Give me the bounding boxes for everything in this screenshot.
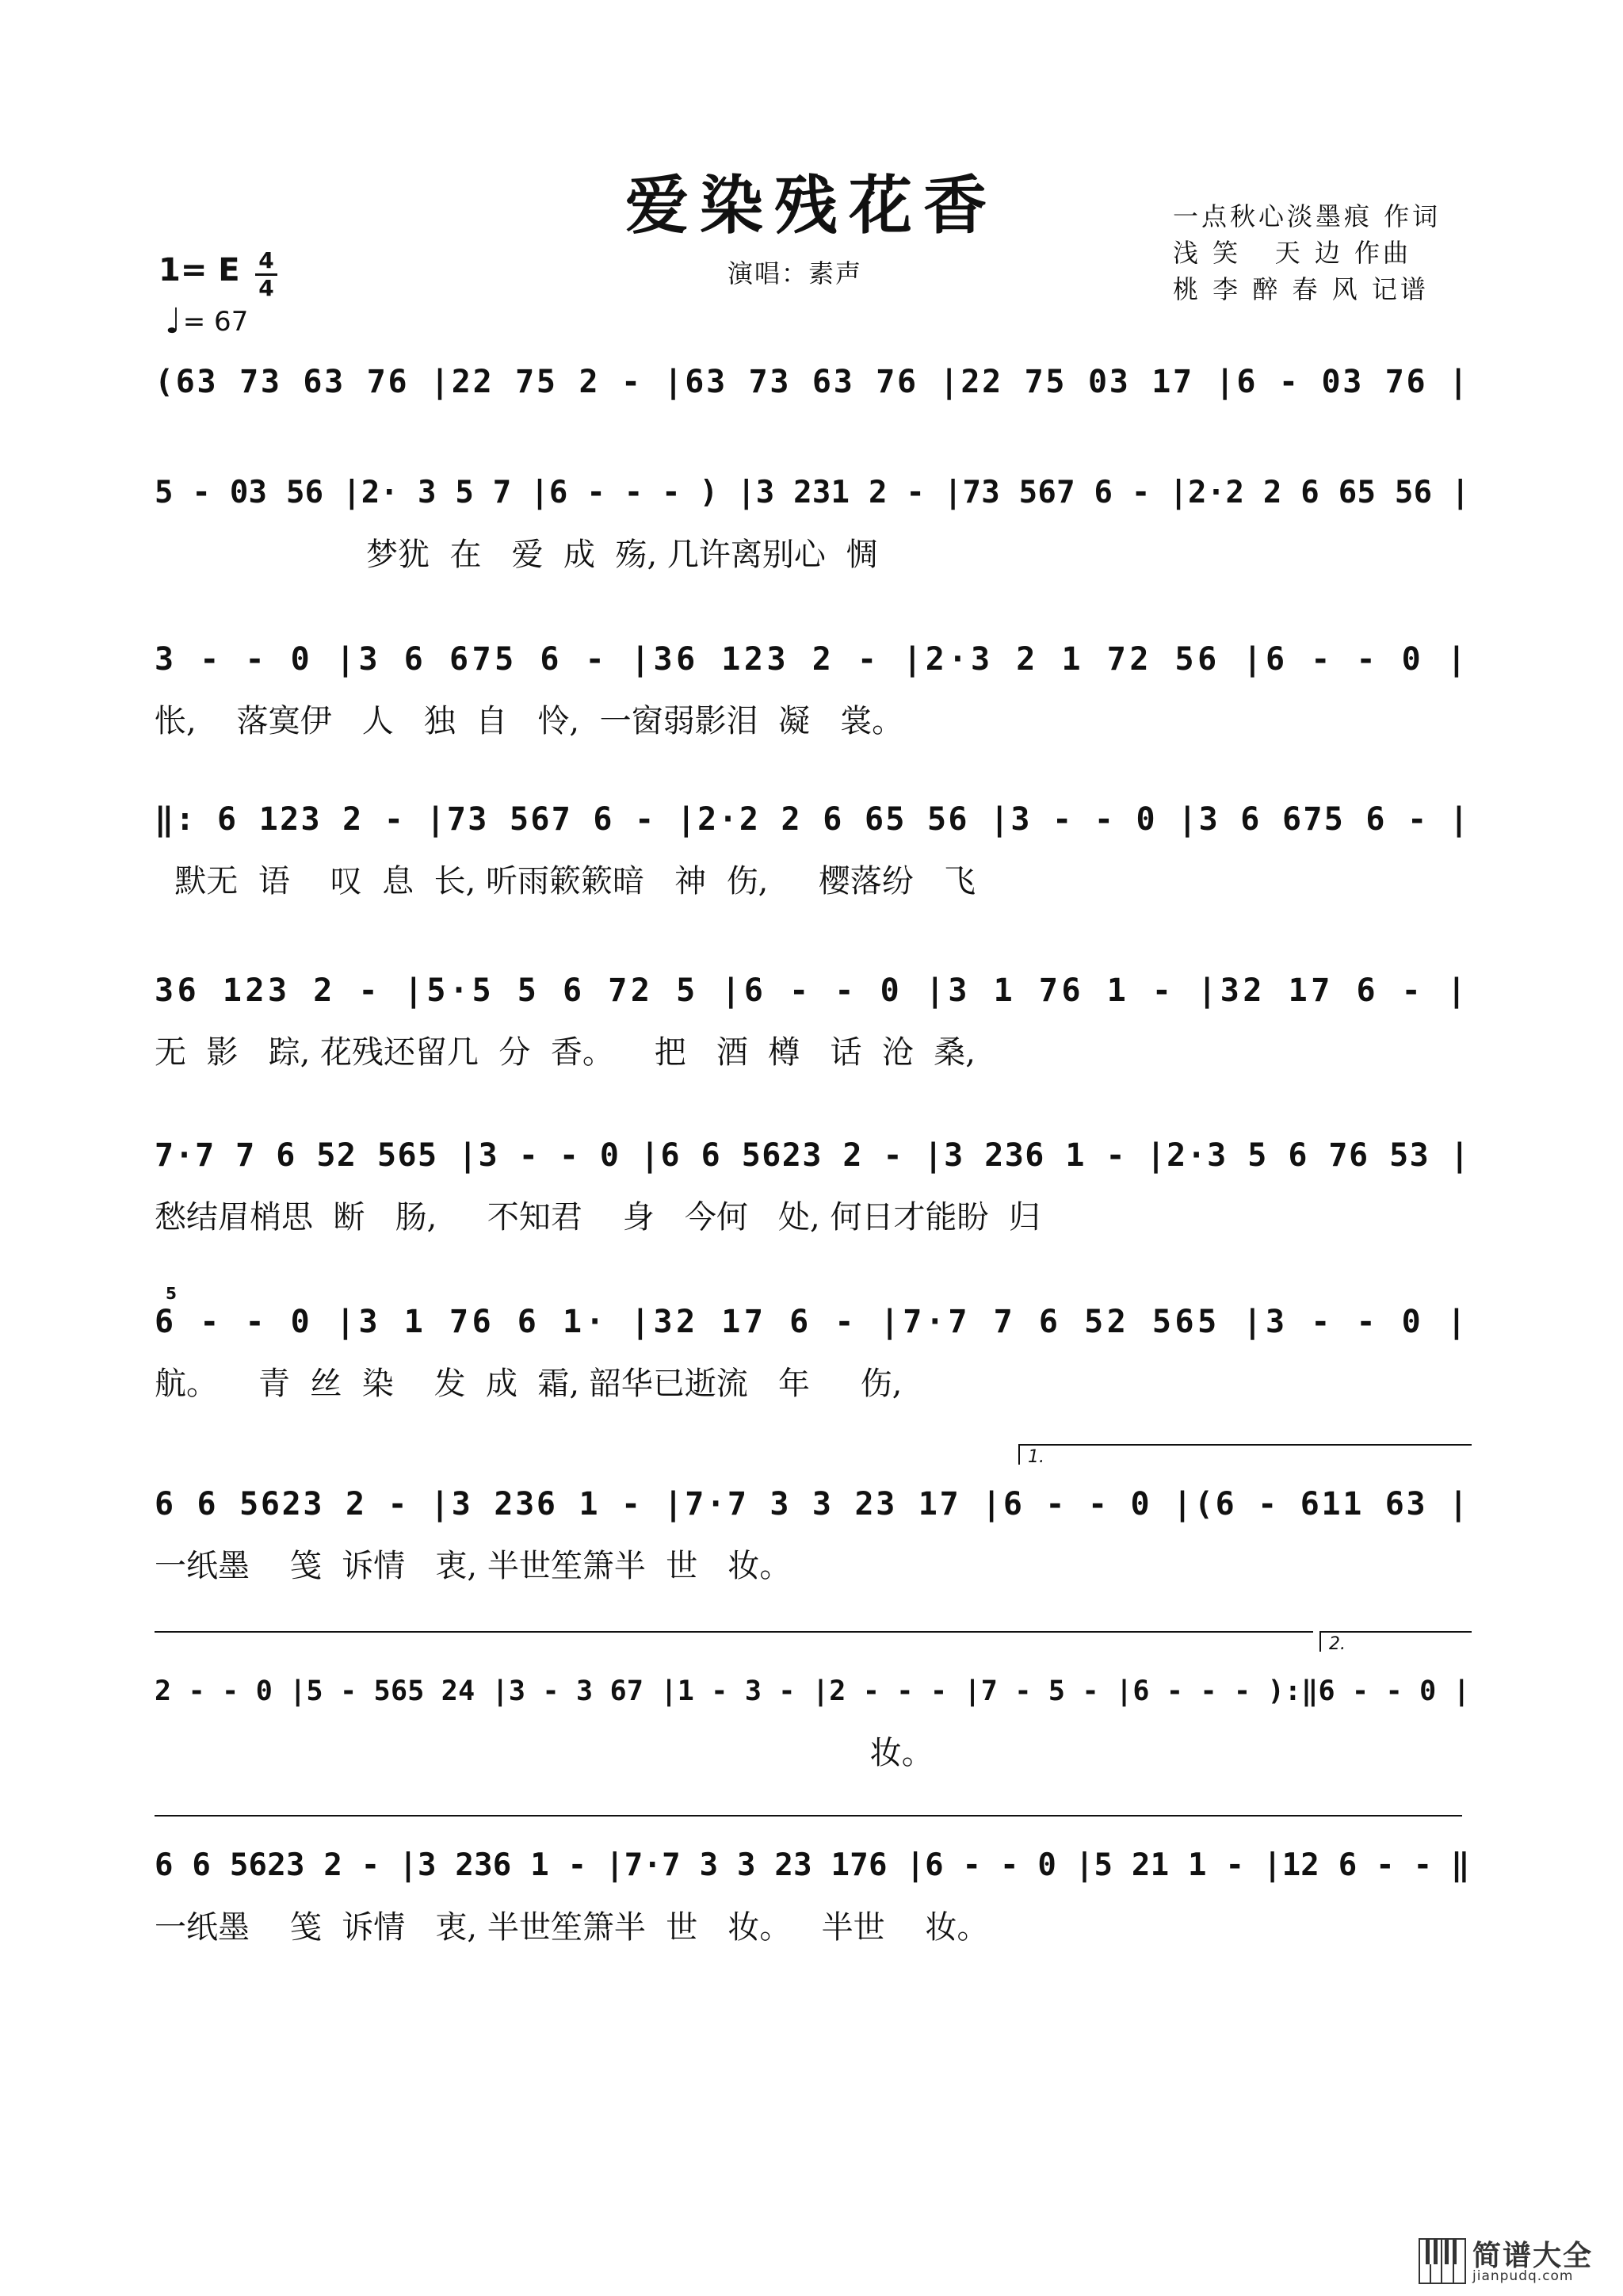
second-ending-label: 2. bbox=[1329, 1634, 1346, 1654]
score-system-2 bbox=[155, 464, 1470, 599]
site-logo bbox=[1419, 2233, 1617, 2289]
second-ending-bracket bbox=[1319, 1631, 1472, 1652]
notation-line: 36 123 2 - |5·5 5 6 72 5 |6 - - 0 |3 1 76 1 - |32 17 6 - | bbox=[155, 972, 1470, 1009]
first-ending-label: 1. bbox=[1028, 1447, 1044, 1467]
lyrics-line: 怅, 落寞伊 人 独 自 怜, 一窗弱影泪 凝 裳。 bbox=[155, 703, 904, 739]
notation-line: 6 - - 0 |3 1 76 6 1· |32 17 6 - |7·7 7 6 52 565 |3 - - 0 | bbox=[155, 1304, 1470, 1340]
notation-line: ‖: 6 123 2 - |73 567 6 - |2·2 2 6 65 56 |3 - - 0 |3 6 675 6 - | bbox=[155, 801, 1471, 838]
logo-url: jianpudq.com bbox=[1472, 2268, 1574, 2284]
notation-line: 5 - 03 56 |2· 3 5 7 |6 - - - ) |3 231 2 - |73 567 6 - |2·2 2 6 65 56 | bbox=[155, 475, 1470, 510]
credits bbox=[1173, 198, 1545, 308]
lyrics-line: 一纸墨 笺 诉情 衷, 半世笙箫半 世 妆。 bbox=[155, 1548, 792, 1584]
song-title: 爱染残花香 bbox=[625, 168, 998, 243]
piano-keys-icon bbox=[1419, 2238, 1466, 2284]
time-signature-numerator: 4 bbox=[258, 247, 274, 273]
notation-line: 3 - - 0 |3 6 675 6 - |36 123 2 - |2·3 2 1 72 56 |6 - - 0 | bbox=[155, 641, 1470, 678]
grace-note: 5 bbox=[166, 1284, 177, 1303]
lyrics-line: 默无 语 叹 息 长, 听雨簌簌暗 神 伤, 樱落纷 飞 bbox=[155, 863, 976, 900]
lyricist-credit: 一点秋心淡墨痕 作词 bbox=[1173, 201, 1442, 231]
score-system-3 bbox=[155, 631, 1470, 766]
tempo-value: = 67 bbox=[182, 306, 249, 338]
first-ending-bracket bbox=[1018, 1444, 1472, 1465]
score-system-8 bbox=[155, 1476, 1470, 1610]
transcriber-credit: 桃 李 醉 春 风 记谱 bbox=[1173, 274, 1429, 304]
composer-credit: 浅 笑 天 边 作曲 bbox=[1173, 238, 1412, 268]
logo-name: 简谱大全 bbox=[1472, 2240, 1594, 2272]
notation-line: 2 - - 0 |5 - 565 24 |3 - 3 67 |1 - 3 - |2 - - - |7 - 5 - |6 - - - ):‖6 - - 0 | bbox=[155, 1675, 1470, 1707]
notation-line: 7·7 7 6 52 565 |3 - - 0 |6 6 5623 2 - |3 236 1 - |2·3 5 6 76 53 | bbox=[155, 1137, 1471, 1174]
key-signature: 1= E bbox=[158, 252, 240, 288]
lyrics-line bbox=[155, 420, 1470, 468]
score-system-4 bbox=[155, 791, 1470, 926]
notation-line: 6 6 5623 2 - |3 236 1 - |7·7 3 3 23 176 |6 - - 0 |5 21 1 - |12 6 - - ‖ bbox=[155, 1847, 1470, 1883]
second-ending-continuation-line bbox=[155, 1815, 1462, 1817]
score-system-6 bbox=[155, 1127, 1470, 1262]
notation-line: 6 6 5623 2 - |3 236 1 - |7·7 3 3 23 17 |6 - - 0 |(6 - 611 63 | bbox=[155, 1486, 1470, 1522]
lyrics-line: 妆。 bbox=[155, 1735, 934, 1771]
notation-line: (63 73 63 76 |22 75 2 - |63 73 63 76 |22 75 03 17 |6 - 03 76 | bbox=[155, 364, 1470, 400]
lyrics-line: 无 影 踪, 花残还留几 分 香。 把 酒 樽 话 沧 桑, bbox=[155, 1034, 976, 1071]
time-signature-denominator: 4 bbox=[258, 275, 274, 301]
score-system-9 bbox=[155, 1663, 1470, 1797]
singer-credit: 演唱：素声 bbox=[727, 258, 863, 288]
tempo-marking bbox=[165, 301, 248, 342]
score-system-7 bbox=[155, 1284, 1470, 1428]
score-system-5 bbox=[155, 962, 1470, 1097]
lyrics-line: 愁结眉梢思 断 肠, 不知君 身 今何 处, 何日才能盼 归 bbox=[155, 1199, 1041, 1236]
quarter-note-icon: ♩ bbox=[165, 301, 181, 342]
score-system-10 bbox=[155, 1837, 1470, 1972]
time-signature bbox=[252, 249, 281, 300]
lyrics-line: 航。 青 丝 染 发 成 霜, 韶华已逝流 年 伤, bbox=[155, 1366, 903, 1402]
first-ending-continuation-line bbox=[155, 1631, 1313, 1633]
lyrics-line: 梦犹 在 爱 成 殇, 几许离别心 惆 bbox=[155, 537, 878, 573]
lyrics-line: 一纸墨 笺 诉情 衷, 半世笙箫半 世 妆。 半世 妆。 bbox=[155, 1909, 989, 1946]
